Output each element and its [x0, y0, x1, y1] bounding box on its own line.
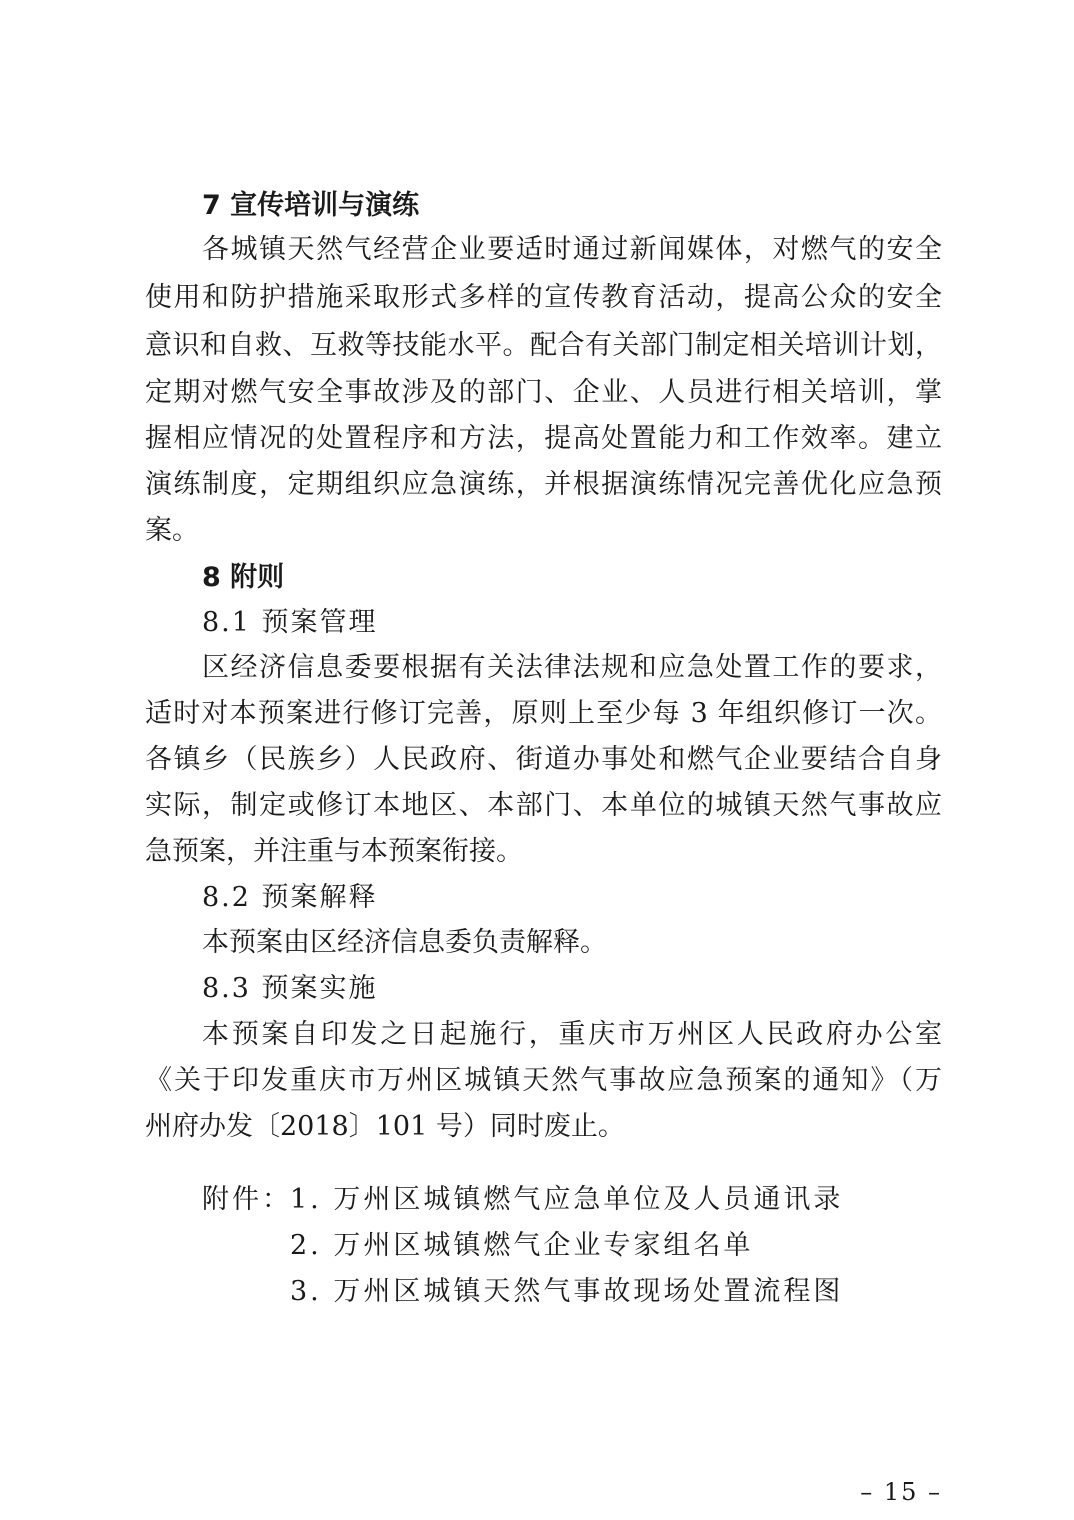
section-8-3-paragraph-line: 州府办发〔2018〕101 号）同时废止。	[145, 1111, 625, 1142]
section-7-paragraph-line: 案。	[145, 515, 199, 546]
section-8-3-paragraph-line: 本预案自印发之日起施行，重庆市万州区人民政府办公室	[202, 1019, 942, 1050]
section-7-paragraph-line: 使用和防护措施采取形式多样的宣传教育活动，提高公众的安全	[145, 282, 942, 313]
section-8-heading: 8 附则	[202, 562, 285, 593]
section-7-paragraph-line: 意识和自救、互救等技能水平。配合有关部门制定相关培训计划，	[145, 330, 942, 361]
section-8-1-paragraph-line: 区经济信息委要根据有关法律法规和应急处置工作的要求，	[202, 652, 942, 683]
attachment-item: 1. 万州区城镇燃气应急单位及人员通讯录	[290, 1184, 844, 1215]
section-7-paragraph-line: 演练制度，定期组织应急演练，并根据演练情况完善优化应急预	[145, 469, 942, 500]
section-8-2-paragraph-line: 本预案由区经济信息委负责解释。	[202, 927, 607, 958]
section-8-3-heading: 8.3 预案实施	[202, 973, 378, 1004]
section-8-1-paragraph-line: 实际，制定或修订本地区、本部门、本单位的城镇天然气事故应	[145, 790, 942, 821]
section-8-1-paragraph-line: 适时对本预案进行修订完善，原则上至少每 3 年组织修订一次。	[145, 698, 942, 729]
attachment-item: 2. 万州区城镇燃气企业专家组名单	[290, 1230, 754, 1261]
section-7-paragraph-line: 握相应情况的处置程序和方法，提高处置能力和工作效率。建立	[145, 423, 942, 454]
page-number: – 15 –	[860, 1478, 942, 1506]
attachments-label: 附件：	[202, 1184, 292, 1215]
attachment-item: 3. 万州区城镇天然气事故现场处置流程图	[290, 1276, 844, 1307]
section-7-heading: 7 宣传培训与演练	[202, 190, 420, 221]
section-7-paragraph-line: 定期对燃气安全事故涉及的部门、企业、人员进行相关培训，掌	[145, 377, 942, 408]
section-8-1-paragraph-line: 各镇乡（民族乡）人民政府、街道办事处和燃气企业要结合自身	[145, 744, 942, 775]
section-8-3-paragraph-line: 《关于印发重庆市万州区城镇天然气事故应急预案的通知》（万	[145, 1065, 942, 1096]
section-7-paragraph-line: 各城镇天然气经营企业要适时通过新闻媒体，对燃气的安全	[202, 234, 942, 265]
section-8-2-heading: 8.2 预案解释	[202, 882, 378, 913]
section-8-1-heading: 8.1 预案管理	[202, 607, 378, 638]
section-8-1-paragraph-line: 急预案，并注重与本预案衔接。	[145, 836, 523, 867]
